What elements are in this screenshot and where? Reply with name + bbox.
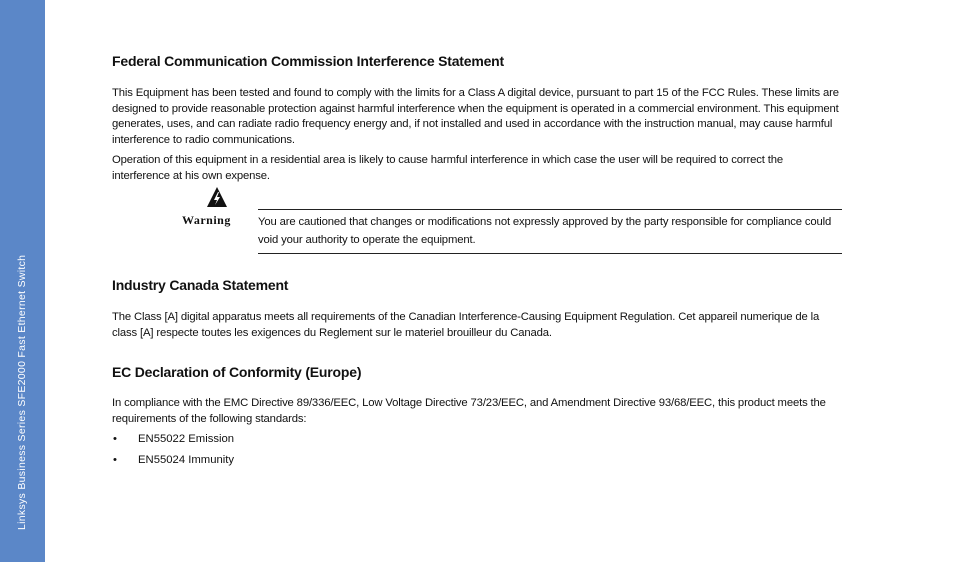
list-item: • EN55022 Emission xyxy=(112,430,234,451)
fcc-paragraph-2: Operation of this equipment in a residential area is likely to cause harmful interference in which case the user will be required to correct the interference at his own expense. xyxy=(112,154,784,182)
ec-heading: EC Declaration of Conformity (Europe) xyxy=(112,364,362,380)
warning-text: You are cautioned that changes or modifications not expressly approved by the party responsible for compliance could void your authority to operate the equipment. xyxy=(258,216,832,246)
ec-paragraph: In compliance with the EMC Directive 89/336/EEC, Low Voltage Directive 73/23/EEC, and Amendment Directive 93/68/EEC, this product meets the requirements of the following standards: xyxy=(112,397,826,425)
warning-callout xyxy=(182,186,842,256)
standards-list xyxy=(112,430,234,472)
fcc-paragraph-1: This Equipment has been tested and found to comply with the limits for a Class A digital device, pursuant to part 15 of the FCC Rules. These limits are designed to provide reasonable protection against harmful interference when the equipment is operated in a commercial environment. This equipment generates, uses, and can radiate radio frequency energy and, if not installed and used in accordance with the instruction manual, may cause harmful interference to radio communications. xyxy=(112,87,839,146)
warning-top-rule xyxy=(258,209,842,210)
canada-paragraph: The Class [A] digital apparatus meets all requirements of the Canadian Interference-Causing Equipment Regulation. Cet appareil numerique de la class [A] respecte toutes les exigences du Reglement sur le materiel brouilleur du Canada. xyxy=(112,311,820,339)
warning-bottom-rule xyxy=(258,253,842,254)
canada-heading: Industry Canada Statement xyxy=(112,277,289,293)
warning-lightning-icon xyxy=(206,186,228,208)
list-item: • EN55024 Immunity xyxy=(112,451,234,472)
side-bar xyxy=(0,0,45,562)
side-bar-title: Linksys Business Series SFE2000 Fast Ethernet Switch xyxy=(16,254,28,530)
fcc-heading: Federal Communication Commission Interference Statement xyxy=(112,53,504,69)
warning-label: Warning xyxy=(182,213,231,227)
